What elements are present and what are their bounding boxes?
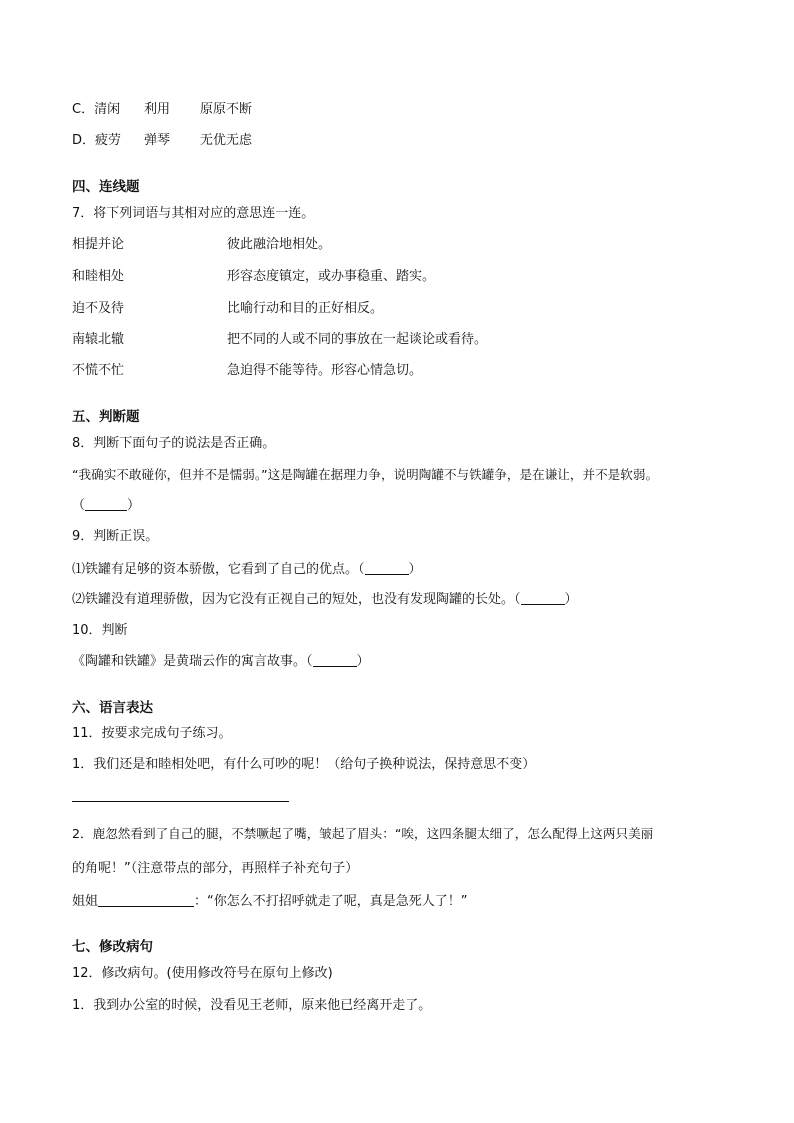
- section4-title: 四、连线题: [72, 179, 140, 195]
- match-meaning: 形容态度镇定，或办事稳重、踏实。: [227, 269, 436, 284]
- option-c: [72, 101, 252, 119]
- option-d-word1: D．疲劳: [72, 133, 122, 148]
- match-word: 相提并论: [72, 237, 125, 252]
- match-word: 不慌不忙: [72, 363, 125, 378]
- option-c-word2: 利用: [144, 102, 171, 117]
- question-10-text: [72, 652, 370, 671]
- answer-blank[interactable]: [521, 590, 565, 605]
- option-d-word3: 无优无虑: [200, 133, 253, 148]
- question-8: 8．判断下面句子的说法是否正确。: [72, 436, 276, 451]
- paren-close: ）: [356, 654, 370, 669]
- answer-blank[interactable]: [85, 496, 127, 511]
- question-8-answer: [72, 496, 140, 515]
- paren-close: ）: [127, 498, 141, 513]
- question-11: 11．按要求完成句子练习。: [72, 726, 232, 741]
- section7-title: 七、修改病句: [72, 939, 153, 955]
- question-11-2-fill: [72, 892, 468, 911]
- answer-blank[interactable]: [313, 652, 357, 667]
- option-d-word2: 弹琴: [144, 133, 171, 148]
- answer-blank[interactable]: [98, 892, 194, 907]
- option-d: [72, 132, 252, 150]
- section5-title: 五、判断题: [72, 409, 140, 425]
- match-row: [72, 268, 435, 286]
- question-7: 7．将下列词语与其相对应的意思连一连。: [72, 206, 315, 221]
- question-11-1: 1．我们还是和睦相处吧，有什么可吵的呢！（给句子换种说法，保持意思不变）: [72, 757, 536, 772]
- match-meaning: 彼此融洽地相处。: [227, 237, 332, 252]
- question-12: 12．修改病句。(使用修改符号在原句上修改): [72, 966, 333, 981]
- option-c-word3: 原原不断: [200, 102, 253, 117]
- match-word: 迫不及待: [72, 301, 125, 316]
- question-12-1: 1．我到办公室的时候，没看见王老师，原来他已经离开走了。: [72, 998, 432, 1013]
- question-10-statement: 《陶罐和铁罐》是黄瑞云作的寓言故事。（: [72, 654, 313, 669]
- question-9-1: [72, 560, 422, 579]
- question-8-text: “我确实不敢碰你，但并不是懦弱。”这是陶罐在据理力争，说明陶罐不与铁罐争，是在谦让，并不是软弱。: [72, 467, 659, 482]
- question-11-2-line1: 2．鹿忽然看到了自己的腿，不禁噘起了嘴，皱起了眉头：“唉，这四条腿太细了，怎么配得上这两只美丽: [72, 826, 654, 841]
- answer-line[interactable]: [72, 801, 289, 802]
- question-9: 9．判断正误。: [72, 529, 159, 544]
- paren-close: ）: [564, 592, 578, 607]
- answer-blank[interactable]: [365, 560, 409, 575]
- match-row: [72, 236, 331, 254]
- question-10: 10．判断: [72, 623, 128, 638]
- match-row: [72, 331, 487, 349]
- match-meaning: 把不同的人或不同的事放在一起谈论或看待。: [227, 332, 488, 347]
- match-row: [72, 362, 422, 380]
- match-meaning: 比喻行动和目的正好相反。: [227, 301, 384, 316]
- match-row: [72, 300, 383, 318]
- match-word: 南辕北辙: [72, 332, 125, 347]
- match-meaning: 急迫得不能等待。形容心情急切。: [227, 363, 423, 378]
- question-9-1-text: ⑴铁罐有足够的资本骄傲，它看到了自己的优点。（: [72, 562, 365, 577]
- question-9-2: [72, 590, 578, 609]
- question-11-2-line2: 的角呢！”（注意带点的部分，再照样子补充句子）: [72, 861, 359, 876]
- paren-open: （: [72, 498, 86, 513]
- section6-title: 六、语言表达: [72, 700, 153, 716]
- match-word: 和睦相处: [72, 269, 125, 284]
- paren-close: ）: [408, 562, 422, 577]
- fill-prefix: 姐姐: [72, 894, 99, 909]
- question-9-2-text: ⑵铁罐没有道理骄傲，因为它没有正视自己的短处，也没有发现陶罐的长处。（: [72, 592, 521, 607]
- fill-suffix: ：“你怎么不打招呼就走了呢，真是急死人了！”: [194, 894, 468, 909]
- option-c-word1: C．清闲: [72, 102, 121, 117]
